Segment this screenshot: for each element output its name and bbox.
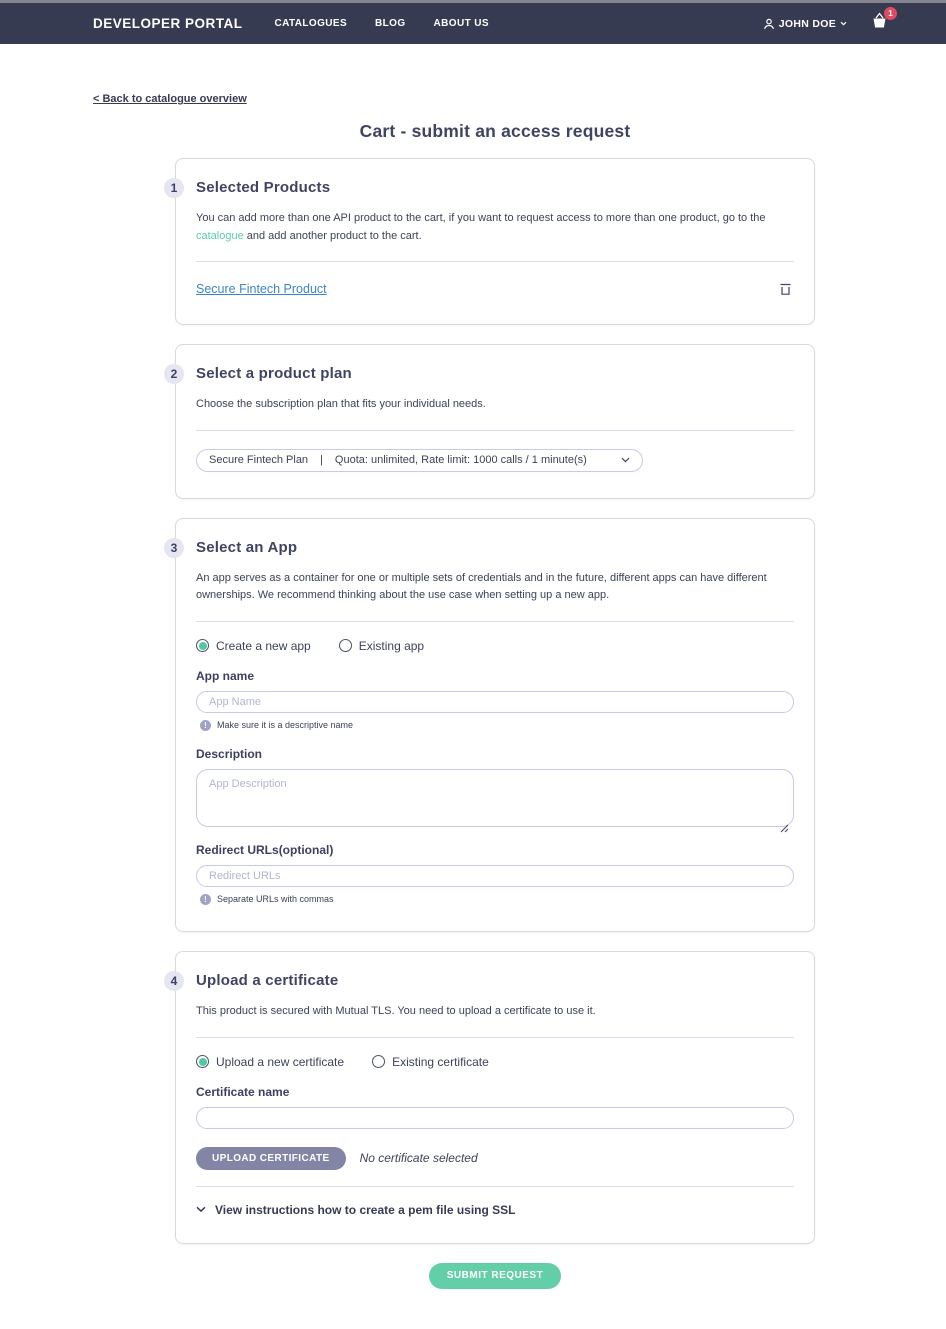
selected-products-heading: Selected Products: [196, 179, 331, 196]
product-plan-heading: Select a product plan: [196, 365, 352, 383]
product-plan-card: [170, 344, 815, 499]
radio-label: Upload a new certificate: [216, 1054, 345, 1069]
cards-column: [170, 158, 815, 1244]
radio-unselected-icon: [372, 1055, 385, 1068]
step-number-badge: 2: [164, 364, 184, 384]
divider: [196, 430, 794, 431]
plan-details: Quota: unlimited, Rate limit: 1000 calls / 1 minute(s): [334, 454, 587, 467]
nav-links: [275, 18, 489, 29]
back-to-catalogue-link[interactable]: < Back to catalogue overview: [93, 93, 247, 105]
nav-link-about-us[interactable]: ABOUT US: [433, 18, 489, 29]
chevron-down-icon: [621, 457, 630, 463]
no-certificate-text: No certificate selected: [359, 1151, 478, 1166]
info-icon: !: [200, 720, 211, 731]
certificate-description: This product is secured with Mutual TLS. You need to upload a certificate to use it.: [196, 1004, 596, 1017]
view-instructions-toggle[interactable]: [196, 1203, 794, 1217]
chevron-down-icon: [840, 21, 847, 26]
radio-existing-app[interactable]: [339, 639, 424, 653]
redirect-urls-input[interactable]: [196, 865, 794, 887]
trash-icon: [779, 284, 792, 299]
step-number-badge: 1: [164, 178, 184, 198]
user-menu[interactable]: [763, 18, 847, 30]
redirect-urls-hint: Separate URLs with commas: [217, 894, 334, 905]
info-icon: !: [200, 894, 211, 905]
step-number-badge: 4: [164, 971, 184, 991]
plan-name: Secure Fintech Plan: [209, 454, 309, 467]
product-row: [196, 280, 794, 298]
certificate-radio-group: [196, 1055, 794, 1069]
divider: [196, 1037, 794, 1038]
top-navbar: [0, 3, 946, 44]
certificate-card: [170, 951, 815, 1244]
app-name-hint: Make sure it is a descriptive name: [217, 720, 354, 731]
instructions-label: View instructions how to create a pem file using SSL: [215, 1202, 516, 1217]
plan-select-dropdown[interactable]: [196, 449, 643, 472]
page-title: Cart - submit an access request: [359, 121, 631, 141]
remove-product-button[interactable]: [777, 280, 794, 298]
upload-certificate-button[interactable]: UPLOAD CERTIFICATE: [196, 1147, 346, 1170]
select-app-description: An app serves as a container for one or multiple sets of credentials and in the future, different apps can have different ownerships. We recommend thinking about the use case when setting up a new app.: [196, 571, 767, 602]
radio-upload-new-certificate[interactable]: [196, 1055, 344, 1069]
certificate-heading: Upload a certificate: [196, 971, 339, 989]
radio-label: Create a new app: [216, 638, 311, 653]
catalogue-link[interactable]: catalogue: [196, 229, 244, 242]
app-description-textarea[interactable]: [196, 769, 794, 827]
cart-badge: 1: [884, 7, 897, 20]
certificate-name-input[interactable]: [196, 1107, 794, 1129]
step-number-badge: 3: [164, 538, 184, 558]
product-link[interactable]: Secure Fintech Product: [196, 282, 327, 297]
description-label: Description: [196, 746, 263, 761]
chevron-down-icon: [196, 1206, 206, 1213]
divider: [196, 1186, 794, 1187]
product-plan-description: Choose the subscription plan that fits your individual needs.: [196, 398, 486, 411]
radio-unselected-icon: [339, 639, 352, 652]
resize-handle[interactable]: [778, 822, 790, 834]
redirect-urls-label: Redirect URLs(optional): [196, 842, 334, 857]
redirect-urls-hint-row: [196, 894, 794, 905]
certificate-upload-row: [196, 1147, 794, 1170]
radio-label: Existing certificate: [392, 1054, 489, 1069]
radio-selected-icon: [196, 1055, 209, 1068]
submit-request-button[interactable]: SUBMIT REQUEST: [429, 1263, 561, 1289]
selected-products-description: [196, 210, 794, 245]
description-field-wrap: [196, 769, 794, 827]
app-name-label: App name: [196, 668, 255, 683]
divider: [196, 621, 794, 622]
divider: [196, 261, 794, 262]
basket-icon: [869, 18, 890, 35]
certificate-name-label: Certificate name: [196, 1084, 290, 1099]
app-radio-group: [196, 639, 794, 653]
plan-separator: |: [320, 454, 323, 467]
description-text: and add another product to the cart.: [243, 229, 422, 242]
nav-right-cluster: [763, 8, 893, 36]
user-icon: [763, 18, 775, 30]
nav-link-catalogues[interactable]: CATALOGUES: [274, 18, 348, 29]
radio-selected-icon: [196, 639, 209, 652]
select-app-card: [170, 518, 815, 932]
submit-row: [175, 1263, 815, 1329]
app-name-input[interactable]: [196, 691, 794, 713]
selected-products-card: [170, 158, 815, 325]
radio-label: Existing app: [358, 638, 425, 653]
nav-link-blog[interactable]: BLOG: [375, 18, 406, 29]
user-name: JOHN DOE: [778, 17, 836, 30]
select-app-heading: Select an App: [196, 538, 298, 556]
radio-existing-certificate[interactable]: [372, 1055, 489, 1069]
cart-button[interactable]: [869, 8, 893, 36]
description-text: You can add more than one API product to the cart, if you want to request access to more than one product, go to the: [196, 212, 766, 224]
radio-create-new-app[interactable]: [196, 639, 311, 653]
brand-logo[interactable]: DEVELOPER PORTAL: [93, 16, 243, 31]
app-name-hint-row: [196, 720, 794, 731]
